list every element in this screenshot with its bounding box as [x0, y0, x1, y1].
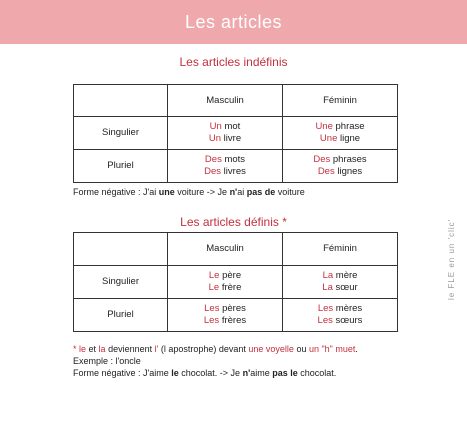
cell-sing-fem [283, 117, 398, 150]
article: Les [317, 303, 334, 314]
definis-elision-note [73, 344, 358, 355]
noun: mère [333, 270, 358, 281]
article: Des [313, 154, 331, 165]
corner-cell [74, 233, 168, 266]
cell-sing-fem [283, 266, 398, 299]
text-bold: n' [242, 368, 251, 378]
noun: pères [219, 303, 246, 314]
table-row [74, 299, 398, 332]
article: Un [209, 121, 222, 132]
article: Des [317, 166, 335, 177]
text-red: * [73, 344, 80, 354]
text: ai [237, 187, 247, 197]
noun: phrases [330, 154, 367, 165]
article: Des [204, 166, 222, 177]
text: deviennent [105, 344, 155, 354]
text-bold: pas le [272, 368, 298, 378]
indefinis-table [73, 84, 398, 183]
col-header-masculin: Masculin [168, 85, 283, 117]
article: Les [317, 315, 333, 326]
table-header-row [74, 85, 398, 117]
noun: lignes [334, 166, 363, 177]
noun: mot [221, 121, 241, 132]
cell-plur-fem [283, 150, 398, 183]
definis-example: Exemple : l'oncle [73, 356, 141, 366]
row-header-pluriel: Pluriel [74, 150, 168, 183]
text-bold: le [171, 368, 179, 378]
noun: phrase [332, 121, 365, 132]
text: et [86, 344, 99, 354]
noun: sœur [332, 282, 358, 293]
noun: père [219, 270, 242, 281]
article: La [322, 270, 334, 281]
page-banner [0, 0, 467, 44]
table-header-row [74, 233, 398, 266]
text: voiture [275, 187, 305, 197]
side-credit: le FLE en un 'clic' [447, 218, 456, 300]
text: voiture -> Je [174, 187, 230, 197]
article: Les [204, 303, 220, 314]
article: Des [204, 154, 222, 165]
text: . [355, 344, 358, 354]
indefinis-title: Les articles indéfinis [179, 55, 288, 69]
definis-table [73, 232, 398, 332]
text-red: le [79, 344, 87, 354]
text: Forme négative : J'ai [73, 187, 159, 197]
noun: frères [219, 315, 247, 326]
cell-plur-masc [168, 299, 283, 332]
row-header-pluriel: Pluriel [74, 299, 168, 332]
definis-negative-form [73, 368, 336, 379]
text: chocolat. [297, 368, 337, 378]
col-header-feminin: Féminin [283, 85, 398, 117]
table-row [74, 117, 398, 150]
text: ou [293, 344, 309, 354]
cell-sing-masc [168, 117, 283, 150]
text-bold: n' [229, 187, 238, 197]
text-red: une voyelle [248, 344, 294, 354]
article: Le [208, 282, 220, 293]
article: Un [208, 133, 222, 144]
text: Forme négative : J'aime [73, 368, 172, 378]
noun: ligne [337, 133, 361, 144]
text-red: l' [154, 344, 159, 354]
table-row [74, 150, 398, 183]
text: chocolat. -> Je [178, 368, 243, 378]
text: aime [250, 368, 273, 378]
page-title: Les articles [184, 11, 283, 32]
cell-plur-masc [168, 150, 283, 183]
noun: mères [333, 303, 363, 314]
article: Le [208, 270, 220, 281]
table-row [74, 266, 398, 299]
cell-sing-masc [168, 266, 283, 299]
row-header-singulier: Singulier [74, 266, 168, 299]
text-red: la [98, 344, 106, 354]
noun: livre [221, 133, 242, 144]
noun: frère [219, 282, 242, 293]
corner-cell [74, 85, 168, 117]
text: (l apostrophe) devant [158, 344, 249, 354]
row-header-singulier: Singulier [74, 117, 168, 150]
article: La [322, 282, 333, 293]
col-header-masculin: Masculin [168, 233, 283, 266]
article: Une [315, 121, 333, 132]
article: Une [319, 133, 338, 144]
text-bold: une [158, 187, 175, 197]
article: Les [203, 315, 220, 326]
noun: mots [221, 154, 246, 165]
indefinis-negative-form [73, 187, 305, 198]
col-header-feminin: Féminin [283, 233, 398, 266]
definis-title: Les articles définis * [180, 215, 287, 229]
noun: sœurs [332, 315, 363, 326]
noun: livres [221, 166, 246, 177]
cell-plur-fem [283, 299, 398, 332]
text-red: un "h" muet [308, 344, 356, 354]
text-bold: pas de [246, 187, 276, 197]
